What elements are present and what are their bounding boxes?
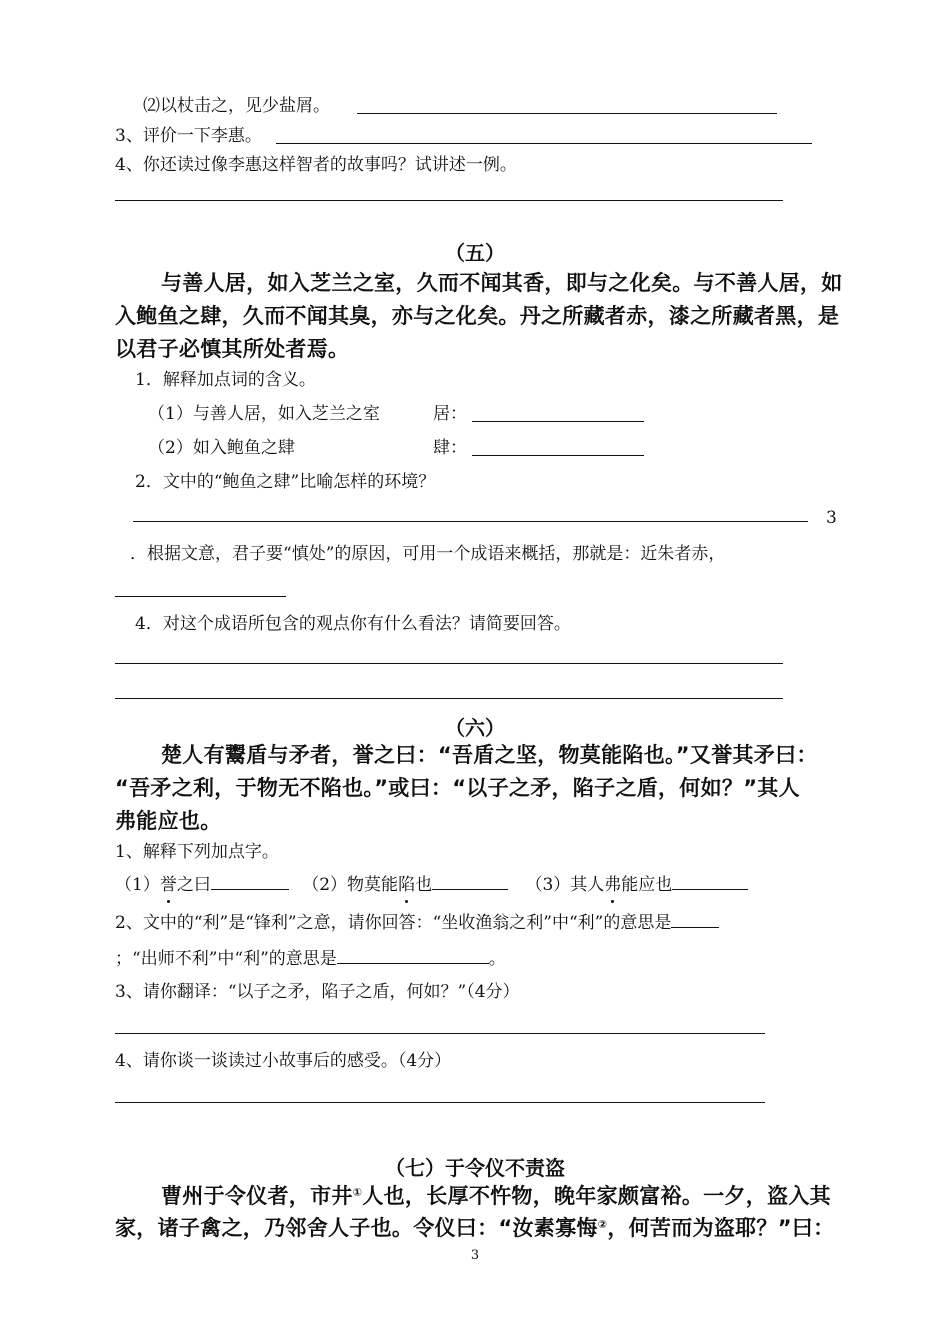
answer-line xyxy=(133,521,808,522)
word-label: 肆： xyxy=(433,438,467,458)
answer-line xyxy=(357,113,777,114)
question-1: 1、解释下列加点字。 xyxy=(115,842,279,862)
answer-line xyxy=(115,596,286,597)
dotted-word: 弗 xyxy=(604,875,622,895)
passage-line: 楚人有鬻盾与矛者，誉之曰：“吾盾之坚，物莫能陷也。”又誉其矛曰： xyxy=(161,743,818,767)
word-label: 居： xyxy=(433,404,467,424)
section-title-6: （六） xyxy=(445,716,505,740)
answer-blank xyxy=(671,910,719,928)
passage-line: “吾矛之利，于物无不陷也。”或曰：“以子之矛，陷子之盾，何如？”其人 xyxy=(115,776,800,800)
answer-line xyxy=(472,455,644,456)
passage-line: 家，诸子禽之，乃邻舍人子也。令仪曰：“汝素寡悔②，何苦而为盗耶？”曰： xyxy=(115,1216,835,1240)
question-3: ．根据文意，君子要“慎处”的原因，可用一个成语来概括，那就是：近朱者赤， xyxy=(130,544,726,564)
question-3: 3、评价一下李惠。 xyxy=(115,126,262,146)
question-2: 2．文中的“鲍鱼之肆”比喻怎样的环境？ xyxy=(135,472,436,492)
question-4: 4、你还读过像李惠这样智者的故事吗？试讲述一例。 xyxy=(115,155,517,175)
section-title-7: （七）于令仪不责盗 xyxy=(385,1156,565,1180)
answer-line xyxy=(115,1033,765,1034)
question-number: 3 xyxy=(826,508,837,528)
answer-blank xyxy=(337,946,489,964)
answer-line xyxy=(276,143,812,144)
answer-line xyxy=(472,421,644,422)
passage-line: 与善人居，如入芝兰之室，久而不闻其香，即与之化矣。与不善人居，如 xyxy=(161,271,843,295)
question-2: 2、文中的“利”是“锋利”之意，请你回答：“坐收渔翁之利”中“利”的意思是 xyxy=(115,910,719,934)
section-title-5: （五） xyxy=(445,241,505,265)
passage-line: 入鲍鱼之肆，久而不闻其臭，亦与之化矣。丹之所藏者赤，漆之所藏者黑，是 xyxy=(115,304,840,328)
dotted-word: 誉 xyxy=(159,875,177,895)
answer-line xyxy=(115,200,783,201)
question-1-items: （1）誉之曰 （2）物莫能陷也 （3）其人弗能应也 xyxy=(115,872,748,896)
question-1: 1．解释加点词的含义。 xyxy=(135,370,316,390)
question-4: 4、请你谈一谈读过小故事后的感受。（4分） xyxy=(115,1051,452,1071)
answer-line xyxy=(115,663,783,664)
question-4: 4．对这个成语所包含的观点你有什么看法？请简要回答。 xyxy=(135,614,571,634)
question-2-2: ⑵以杖击之，见少盐屑。 xyxy=(143,96,330,116)
footnote-marker: ① xyxy=(352,1186,363,1199)
question-3: 3、请你翻译：“以子之矛，陷子之盾，何如？”（4分） xyxy=(115,982,520,1002)
answer-blank xyxy=(432,872,508,890)
answer-blank xyxy=(672,872,748,890)
page-number: 3 xyxy=(470,1248,480,1263)
question-2-cont: ；“出师不利”中“利”的意思是 。 xyxy=(115,946,506,970)
answer-line xyxy=(115,1102,765,1103)
passage-line: 以君子必慎其所处者焉。 xyxy=(115,337,350,361)
footnote-marker: ② xyxy=(597,1218,608,1231)
dotted-word: 陷 xyxy=(398,875,416,895)
answer-line xyxy=(115,698,783,699)
question-1-2: （2）如入鲍鱼之肆 xyxy=(148,438,295,458)
question-1-1: （1）与善人居，如入芝兰之室 xyxy=(148,404,380,424)
passage-line: 曹州于令仪者，市井①人也，长厚不忤物，晚年家颇富裕。一夕，盗入其 xyxy=(161,1184,831,1208)
passage-line: 弗能应也。 xyxy=(115,809,222,833)
answer-blank xyxy=(211,872,289,890)
